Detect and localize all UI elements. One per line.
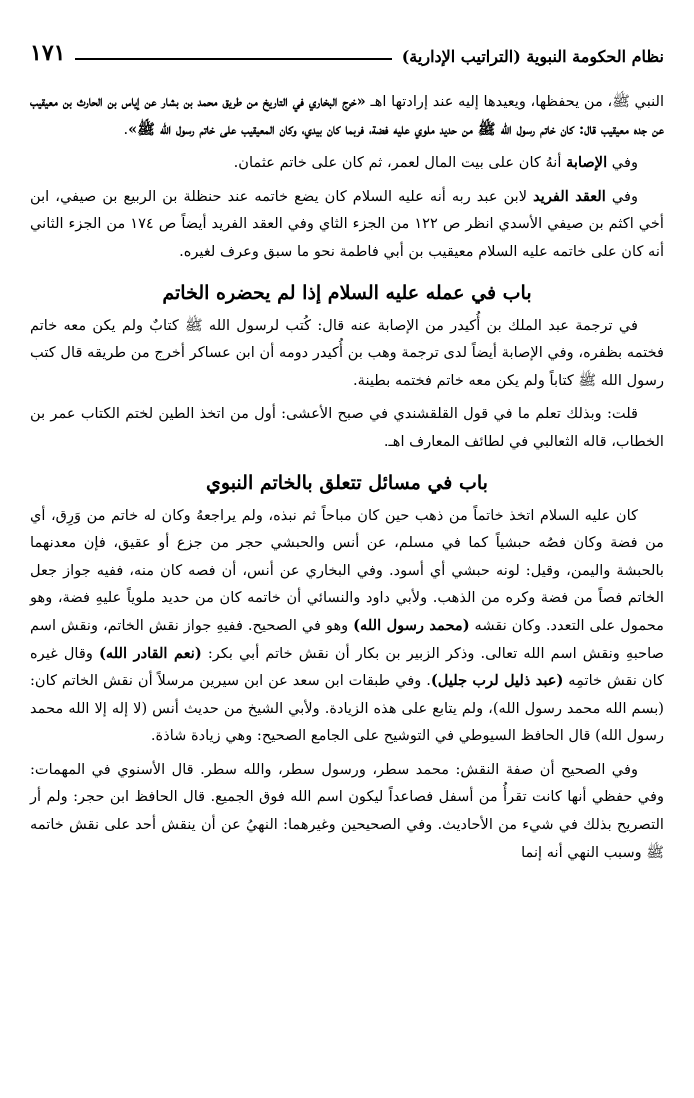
paragraph-text: لابن عبد ربه أنه عليه السلام كان يضع خاتمه عند حنظلة بن الربيع بن صيفي، ابن أخي اكثم بن صيفي الأسدي انظر ص ١٢٢ من الجزء الثاي وفي العقد الفريد أيضاً ص ١٧٤ من الجزء الثاني أنه كان على خاتمه عليه السلام معيقيب بن أبي فاطمة نحو ما سبق وعرف لغيره. <box>30 187 664 260</box>
section-heading: باب في عمله عليه السلام إذا لم يحضره الخاتم <box>162 281 532 304</box>
paragraph: في ترجمة عبد الملك بن أُكيدر من الإصابة عنه قال: كُتب لرسول الله ﷺ كتابٌ ولم يكن معه خاتم فختمه بظفره، وفي الإصابة أيضاً لدى ترجمة وهب بن أُكيدر دومه أن ابن عساكر أخرج من طريقه قال كتب رسول الله ﷺ كتاباً ولم يكن معه خاتم فختمه بطينة. <box>30 316 664 389</box>
paragraph <box>30 502 664 750</box>
running-title: نظام الحكومة النبوية (التراتيب الإدارية) <box>401 47 664 66</box>
bold-quote: «خرج البخاري في التاريخ من طريق محمد بن بشار عن إياس بن الحارث بن معيقيب عن جده معيقيب قال: كان خاتم رسول الله ﷺ من حديد ملوي عليه فضة، فربما كان بيدي، وكان المعيقيب على خاتم رسول الله ﷺ» <box>30 93 664 138</box>
paragraph-text: وقال غيره كان نقش خاتمِه <box>30 644 664 690</box>
running-header <box>30 30 664 66</box>
paragraph-text: وفي <box>607 154 638 172</box>
source-name: الإصابة <box>566 154 608 172</box>
section-heading: باب في مسائل تتعلق بالخاتم النبوي <box>206 471 488 494</box>
seal-inscription: (عبد ذليل لرب جليل) <box>430 672 564 690</box>
paragraph-text: . وفي طبقات ابن سعد عن ابن سيرين مرسلاً أن نقش الخاتم كان: (بسم الله محمد رسول الله)، ولم يتابع على هذه الزيادة. ولأبي الشيخ من حديث أنس (لا إله إلا الله محمد رسول الله) قال الحافظ السيوطي في التوشيح على الجامع الصحيح: وهي زيادة شاذة. <box>30 672 664 745</box>
header-rule <box>75 58 391 60</box>
paragraph: وفي الصحيح أن صفة النقش: محمد سطر، ورسول سطر، والله سطر. قال الأسنوي في المهمات: وفي حفظي أنها كانت تقرأُ من أسفل فصاعداً ليكون اسم الله فوق الجميع. قال الحافظ ابن حجر: ولم أر التصريح بذلك في شيء من الأحاديث. وفي الصحيحين وغيرهما: النهيُ عن أن ينقش أحد على نقش خاتمه ﷺ وسبب النهي أنه إنما <box>30 760 664 861</box>
source-name: العقد الفريد <box>533 187 606 205</box>
seal-inscription: (محمد رسول الله) <box>353 616 470 634</box>
paragraph-text: . <box>123 120 129 138</box>
paragraph-text: وهو في الصحيح. ففيهِ جواز نقش الخاتم، ونقش اسم صاحبهِ ونقش اسم الله تعالى. وذكر الزبير بن بكار أن نقش خاتم أبي بكر: <box>30 616 664 662</box>
page-body <box>30 88 664 866</box>
paragraph-text: وفي <box>605 187 639 205</box>
paragraph <box>30 88 664 143</box>
paragraph-text: أنهُ كان على بيت المال لعمر، ثم كان على خاتم عثمان. <box>233 154 567 172</box>
paragraph-text: النبي ﷺ، من يحفظها، ويعيدها إليه عند إرادتها اهـ <box>365 93 665 110</box>
paragraph <box>30 149 664 177</box>
paragraph <box>30 183 664 266</box>
paragraph-text: كان عليه السلام اتخذ خاتماً من ذهب حين كان مباحاً ثم نبذه، ولم يراجعهُ وكان له خاتم من وَرِق، أي من فضة وكان فصُه حبشياً كما في مسلم، عن أنس والحبشي حجر من جزع أو عقيق، فإن معدنهما بالحبشة واليمن، وقيل: لونه حبشي أي أسود. وفي البخاري عن أنس، أن فصه كان منه، ففيه جواز جعل الخاتم فصاً من فضة وكره من الذهب. ولأبي داود والنسائي أن خاتمه كان من حديد ملوياً عليهِ فضة، وهو محمول على التعدد. وكان نقشه <box>30 506 664 634</box>
paragraph: قلت: وبذلك تعلم ما في قول القلقشندي في صبح الأعشى: أول من اتخذ الطين لختم الكتاب عمر بن الخطاب، قاله الثعالبي في لطائف المعارف اهـ. <box>30 405 664 450</box>
seal-inscription: (نعم القادر الله) <box>99 644 202 662</box>
page-number: ١٧١ <box>30 40 66 66</box>
